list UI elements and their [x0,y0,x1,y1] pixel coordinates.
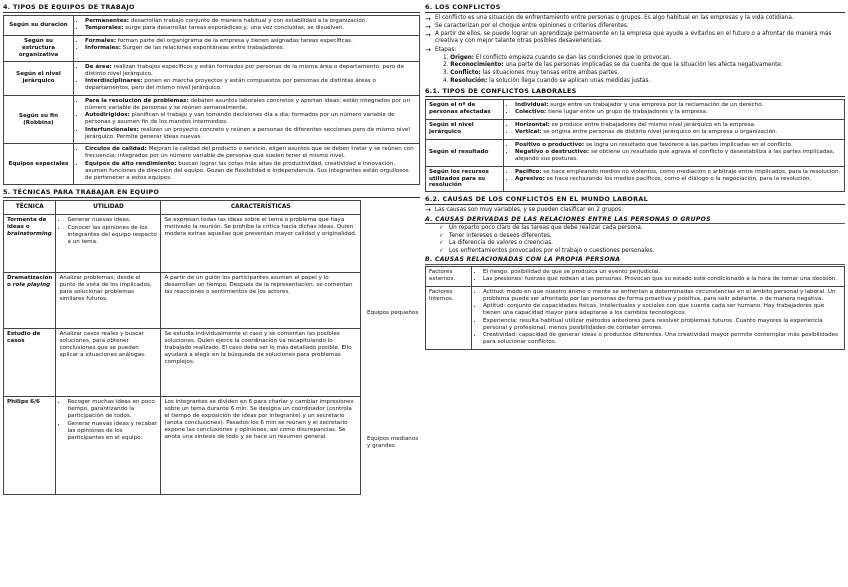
table-row [4,215,361,273]
item-term: Formales: [85,37,117,44]
list-item [515,176,841,183]
item-term: Círculos de calidad: [85,146,147,153]
item-term: Interfuncionales: [85,126,139,133]
section-5-title: 5. TÉCNICAS PARA TRABAJAR EN EQUIPO [3,188,420,198]
technique-characteristics: Se expresan todas las ideas sobre el tema o problema que haya motivado la reunión. Se prohíbe la crítica hacia dichas ideas. Quien modera extrae aquellas que presentan mayor calidad y originalidad. [161,215,361,273]
stage-item [443,62,845,69]
stage-number: 2. [443,62,451,69]
list-item [85,18,416,25]
list-item: ✓ Tener intereses o deseos diferentes. [439,233,845,240]
table-row [4,329,361,397]
table-row [4,273,361,329]
list-item: • Generar nuevas ideas y recabar las opiniones de los participantes en el equipo. [67,421,157,442]
list-item: • Experiencia: resulta habitual utilizar métodos anteriores para resolver problemas futuros. Cuanto mayores la experiencia personal y profesional, menos posibilidades de cometer errores. [483,318,841,332]
stage-term: Origen: [450,54,475,61]
technique-name-alt: brainstorming [7,231,52,238]
row-items [85,18,416,32]
item-term: Individual: [515,101,549,108]
technique-utility [56,215,161,273]
stage-item [443,55,845,62]
conflict-types-table [425,99,845,193]
row-items [515,142,841,163]
technique-utility: Analizar problemas, desde el punto de vista de los implicados, para solucionar problemas similares futuros. [56,273,161,329]
row-content [472,266,845,286]
column-header: CARACTERÍSTICAS [161,201,361,215]
list-item: • Las presiones: fuerzas que rodean a las personas. Provocan que su estado esté condicionado a la hora de tomar una decisión. [483,276,841,283]
side-label-big-teams: Equipos medianos y grandes [367,436,419,450]
item-text: se origina entre personas de distinto nivel jerárquico en la empresa u organización. [541,129,778,136]
stage-term: Conflicto: [450,69,481,76]
table-row [426,119,845,139]
table-row [4,16,420,36]
section-6-1-title: 6.1. TIPOS DE CONFLICTOS LABORALES [425,87,845,97]
row-content [74,144,420,185]
list-item: ✓ Los enfrentamientos provocados por el trabajo o cuestiones personales. [439,248,845,255]
table-row [426,286,845,349]
row-label: Según el nivel jerárquico [4,61,74,95]
list-item: ✓ La diferencia de valores o creencias. [439,240,845,247]
technique-characteristics: Se estudia individualmente el caso y se comentan las posibles soluciones. Quien ejerce la coordinación va recapitulando lo trabajado realizado. El caso debe ser lo más detallado posible. Ello ayudará a elegir en la búsqueda de soluciones para problemas complejos. [161,329,361,397]
column-header: TÉCNICA [4,201,56,215]
team-types-table [3,15,420,185]
row-label: Factores externos. [426,266,472,286]
list-item: • Conocer las opiniones de los integrantes del equipo respecto a un tema. [67,225,157,246]
stage-text: la solución llega cuando se aplican unas medidas justas. [487,77,651,84]
row-label: Factores internos. [426,286,472,349]
item-text: Surgen de las relaciones espontáneas entre trabajadores. [120,45,285,52]
row-label: Equipos especiales [4,144,74,185]
row-items [515,102,841,116]
item-term: Positivo o productivo: [515,141,585,148]
table-row [426,139,845,166]
row-label: Según su fin (Robbins) [4,95,74,143]
list-item: • Actitud: modo en que nuestro ánimo o mente se enfrentan a determinadas circunstancias en el ámbito personal y laboral. Un problema puede ser afrontado por las personas de forma proactiva y positiva, para salir adelante, o de manera negativa. [483,289,841,303]
item-text: se produce entre trabajadores del mismo nivel jerárquico en la empresa. [549,121,756,128]
item-text: se obtiene un resultado que agrava el conflicto y desestabiliza a las partes implicadas, alejando sus posturas. [515,149,835,163]
item-text: ponen en marcha proyectos y están compuestos por personas de distintas áreas o departamentos, pero del mismo nivel jerárquico. [85,78,376,92]
item-term: Vertical: [515,129,542,136]
list-item [515,149,841,163]
stage-text: las situaciones muy tensas entre ambas partes. [480,69,619,76]
row-label: Según su estructura organizativa [4,35,74,61]
list-item [515,129,841,136]
item-text: Mejoran la calidad del producto o servicio, eligen asuntos que se deben tratar y se reúnen con frecuencia; integrados por un número variable de personas que suelen tener el mismo nivel. [85,146,414,160]
list-item [515,102,841,109]
row-content [74,61,420,95]
item-text: surge entre un trabajador y una empresa por la reclamación de un derecho. [548,101,764,108]
list-item: → A partir de ellos, se puede lograr un aprendizaje permanente en la empresa que ayude a evitarlos en el futuro o a afrontar de manera más creativa y con mejor talante otras posibles desavenencias. [425,31,845,45]
list-item: → El conflicto es una situación de enfrentamiento entre personas o grupos. Es algo habitual en las empresas y la vida cotidiana. [425,15,845,22]
causes-note: → Las causas son muy variables, y se pueden clasificar en 2 grupos: [425,207,845,214]
row-content [74,95,420,143]
row-label: Según el nº de personas afectadas [426,99,504,119]
table-row [4,95,420,143]
item-term: Autodirigidos: [85,112,130,119]
item-term: Informales: [85,45,121,52]
table-row [426,266,845,286]
conflict-stages-list [443,55,845,85]
list-item [515,122,841,129]
list-item: ✓ Un reparto poco claro de las tareas que debe realizar cada persona. [439,225,845,232]
table-row [426,166,845,192]
row-items [483,289,841,346]
list-item [85,161,416,182]
section-4-title: 4. TIPOS DE EQUIPOS DE TRABAJO [3,3,420,13]
list-item [85,98,416,112]
header-row [4,201,361,215]
item-text: surge para desarrollar tareas esporádicas y, una vez concluidas, se disuelven. [123,25,345,32]
item-term: Permanentes: [85,18,130,24]
stage-item [443,78,845,85]
technique-name-text: Estudio de casos [7,331,41,345]
section-6-2-title: 6.2. CAUSAS DE LOS CONFLICTOS EN EL MUNDO LABORAL [425,195,845,205]
personal-causes-table [425,266,845,350]
item-text: se hace rechazando los medios pacíficos, como el diálogo o la negociación, para la resolución. [544,176,812,182]
row-content [74,16,420,36]
list-item [85,45,416,52]
list-item: • Creatividad: capacidad de generar ideas o productos diferentes. Una creatividad mayor permite contemplar más posibilidades para solucionar conflictos. [483,332,841,346]
side-label-small-teams: Equipos pequeños [367,310,419,317]
list-item [85,38,416,45]
stage-text: una parte de las personas implicadas se da cuenta de que la situación les afecta negativamente. [503,62,783,69]
conflict-intro-list [425,15,845,54]
table-row [4,397,361,495]
list-item: • Generar nuevas ideas. [67,217,157,224]
item-text: realizan trabajos específicos y están formados por personas de la misma área o departamento, pero de distinto nivel jerárquico. [85,63,404,77]
section-6-title: 6. LOS CONFLICTOS [425,3,845,13]
stage-text: El conflicto empieza cuando se dan las condiciones que lo provocan. [474,54,672,61]
technique-name [4,329,56,397]
table-row [4,35,420,61]
item-term: Colectivo: [515,109,547,116]
item-text: se logra un resultado que favorece a las partes implicadas en el conflicto. [584,141,793,148]
stage-term: Reconocimiento: [450,62,504,69]
row-content [74,35,420,61]
row-items [85,38,416,52]
table-row [4,61,420,95]
list-item [85,127,416,141]
row-items [483,269,841,283]
stage-number: 4. [443,77,451,84]
item-term: Equipos de alto rendimiento: [85,160,177,167]
technique-utility: Analizar casos reales y buscar soluciones, para obtener conclusiones que se puedan aplicar a situaciones análogas. [56,329,161,397]
row-label: Según los recursos utilizados para su resolución [426,166,504,192]
list-item [515,142,841,149]
stage-item [443,70,845,77]
stage-number: 3. [443,69,451,76]
row-content [504,119,845,139]
list-item: → Se caracterizan por el choque entre opiniones o criterios diferentes. [425,23,845,30]
technique-name [4,273,56,329]
item-text: buscan lograr las cotas más altas de productividad, creatividad e innovación, asumen funciones de dirección del equipo. Gozan de flexibilidad e independencia. Sus integrantes están orgullosos de pertenecer a estos equipos. [85,160,409,181]
row-items [515,169,841,183]
row-content [472,286,845,349]
row-content [504,166,845,192]
list-item: → Etapas: [425,47,845,54]
list-item: • El riesgo: posibilidad de que se produzca un evento perjudicial. [483,269,841,276]
row-label: Según el resultado [426,139,504,166]
item-text: se hace empleando medios no violentos, como mediación o arbitraje entre implicados, para la resolución. [541,168,841,175]
column-header: UTILIDAD [56,201,161,215]
technique-name-alt: role playing [12,282,51,289]
item-text: planifican el trabajo y van tomando decisiones día a día; formados por un número variable de personas y asumen fin de los mandos intermedios. [85,112,395,126]
row-items [85,98,416,141]
list-item [85,25,416,32]
list-item [85,146,416,160]
table-row [426,99,845,119]
list-item [85,112,416,126]
row-items [515,122,841,136]
technique-name-text: Dramatización o [7,275,53,289]
item-term: Agresivo: [515,176,545,182]
item-text: realizan un proyecto concreto y reúnen a personas de diferentes secciones pero de mismo nivel jerárquico. Permite generar ideas nuevas. [85,126,410,140]
techniques-table [3,200,361,495]
technique-name-text: Philips 6/6 [7,399,40,406]
list-item [85,78,416,92]
table-row [4,144,420,185]
technique-name [4,397,56,495]
techniques-wrap [3,200,420,495]
technique-name [4,215,56,273]
item-term: De área: [85,63,112,70]
technique-characteristics: A partir de un guión los participantes asumen el papel y lo desarrollan un tiempo. Después de la representación, se comentan las reacciones o sentimientos de los actores. [161,273,361,329]
technique-characteristics: Los integrantes se dividen en 6 para charlar y cambiar impresiones sobre un tema durante 6 min. Se designa un coordinador (controla el tiempo de exposición de ideas por integrante) y un secretario (anota conclusiones). Pasados los 6 min se reúnen y el secretario expone las conclusiones y opiniones, así como discrepancias. Se anota una síntesis de todo y se hace un resumen general. [161,397,361,495]
subsection-b-title: B. CAUSAS RELACIONADAS CON LA PROPIA PERSONA [425,256,845,265]
item-text: forman parte del organigrama de la empresa y tienen asignadas tareas específicas. [116,37,353,44]
list-item: • Recoger muchas ideas en poco tiempo, garantizando la participación de todos. [67,399,157,420]
stage-number: 1. [443,54,451,61]
technique-name-text: Tormenta de ideas o [7,217,47,231]
list-item [515,169,841,176]
row-items [85,64,416,92]
item-term: Interdisciplinares: [85,78,143,85]
item-term: Pacífico: [515,168,542,175]
relation-causes-list [439,225,845,255]
item-term: Para la resolución de problemas: [85,97,189,104]
left-column [3,3,420,495]
list-item [515,109,841,116]
row-label: Según su duración [4,16,74,36]
list-item: • Aptitud: conjunto de capacidades físicas, intelectuales y sociales con que cuenta cada ser humano. Hay trabajadores que tienen una capacidad mayor para adaptarse a los cambios tecnológicos. [483,303,841,317]
item-text: tiene lugar entre un grupo de trabajadores y la empresa. [546,109,708,116]
item-term: Temporales: [85,25,124,32]
utility-list [67,217,157,245]
row-content [504,139,845,166]
item-term: Negativo o destructivo: [515,149,590,156]
subsection-a-title: A. CAUSAS DERIVADAS DE LAS RELACIONES ENTRE LAS PERSONAS O GRUPOS [425,216,845,225]
right-column [425,3,845,350]
row-content [504,99,845,119]
row-items [85,146,416,181]
row-label: Según el nivel jerárquico [426,119,504,139]
list-item [85,64,416,78]
utility-list [67,399,157,441]
item-term: Horizontal: [515,121,550,128]
item-text: debaten asuntos laborales concretos y aportan ideas; están integrados por un número variable de personas y se reúnen semanalmente. [85,97,410,111]
item-text: desarrollan trabajo conjunto de manera habitual y con estabilidad a la organización. [129,18,368,24]
stage-term: Resolución: [450,77,488,84]
technique-utility [56,397,161,495]
